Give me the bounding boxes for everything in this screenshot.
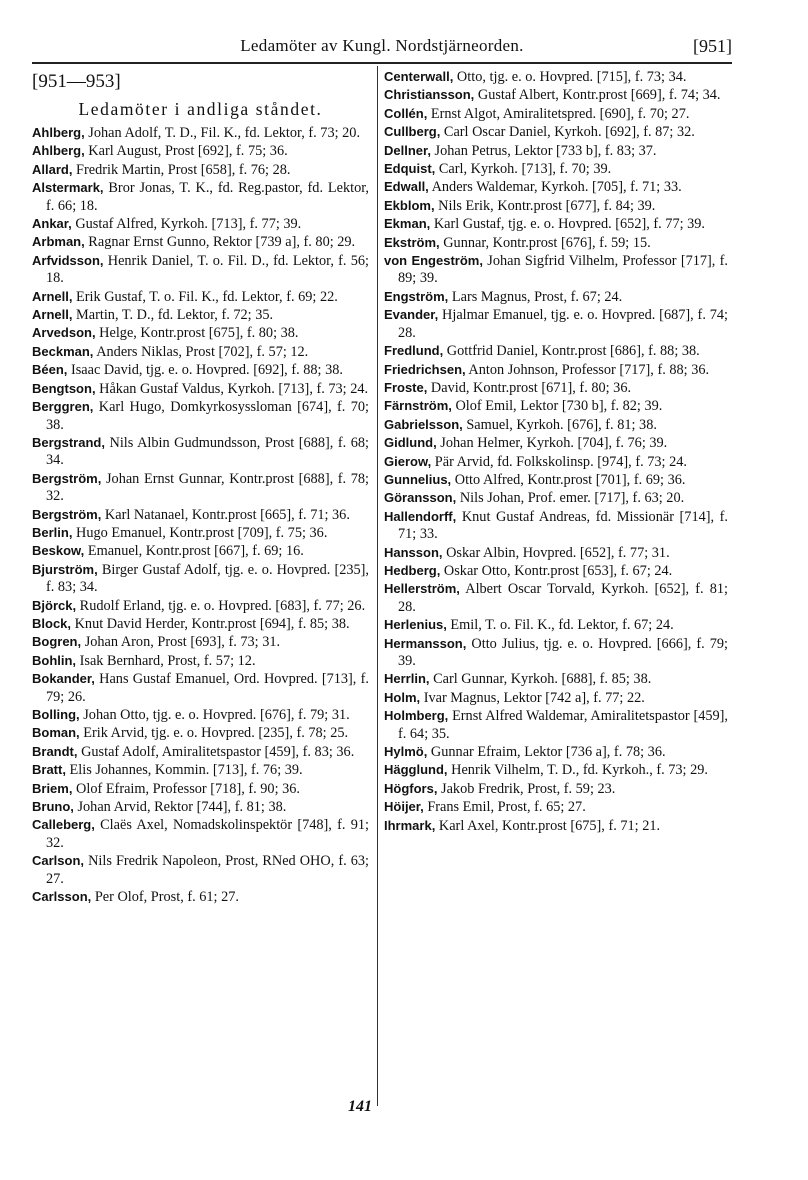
member-entry xyxy=(32,561,369,597)
page-number: 141 xyxy=(348,1098,372,1115)
member-surname: Calleberg, xyxy=(32,817,95,833)
member-entry xyxy=(32,161,369,179)
member-details: Karl August, Prost [692], f. 75; 36. xyxy=(84,143,288,160)
member-details: Ernst Algot, Amiralitetspred. [690], f. 70; 27. xyxy=(427,105,690,122)
member-entry xyxy=(384,780,728,798)
member-entry xyxy=(32,398,369,434)
member-surname: Dellner, xyxy=(384,142,431,158)
member-details: Ragnar Ernst Gunno, Rektor [739 a], f. 80; 29. xyxy=(84,234,356,251)
member-entry xyxy=(384,306,728,342)
member-entry xyxy=(32,470,369,506)
member-details: Carl Oscar Daniel, Kyrkoh. [692], f. 87; 32. xyxy=(440,124,695,141)
member-entry xyxy=(32,652,369,670)
member-surname: Gidlund, xyxy=(384,435,437,451)
member-details: Isak Bernhard, Prost, f. 57; 12. xyxy=(76,652,256,669)
member-details: Olof Emil, Lektor [730 b], f. 82; 39. xyxy=(451,398,663,415)
member-details: Hjalmar Emanuel, tjg. e. o. Hovpred. [687], f. 74; 28. xyxy=(398,307,728,341)
member-entry xyxy=(32,633,369,651)
member-surname: Bohlin, xyxy=(32,652,77,668)
member-surname: Herrlin, xyxy=(384,671,430,687)
member-surname: Arnell, xyxy=(32,288,73,304)
member-surname: Björck, xyxy=(32,597,77,613)
member-details: Johan Petrus, Lektor [733 b], f. 83; 37. xyxy=(430,142,657,159)
member-entry xyxy=(384,616,728,634)
member-surname: Färnström, xyxy=(384,398,452,414)
member-details: Håkan Gustaf Valdus, Kyrkoh. [713], f. 73; 24. xyxy=(95,380,369,397)
header-page-ref: [951] xyxy=(693,36,732,56)
member-details: Rudolf Erland, tjg. e. o. Hovpred. [683], f. 77; 26. xyxy=(76,597,366,614)
member-surname: Hellerström, xyxy=(384,581,460,597)
header-title: Ledamöter av Kungl. Nordstjärneorden. xyxy=(240,36,524,55)
member-details: Erik Gustaf, T. o. Fil. K., fd. Lektor, f. 69; 22. xyxy=(72,288,338,305)
member-entry xyxy=(384,160,728,178)
member-surname: Gabrielsson, xyxy=(384,416,463,432)
member-surname: Edwall, xyxy=(384,179,429,195)
member-surname: Hedberg, xyxy=(384,562,441,578)
member-details: Knut Gustaf Andreas, fd. Missionär [714], f. 71; 33. xyxy=(398,508,728,543)
member-details: Gottfrid Daniel, Kontr.prost [686], f. 88; 38. xyxy=(443,343,700,360)
member-surname: Fredlund, xyxy=(384,343,444,359)
member-details: Jakob Fredrik, Prost, f. 59; 23. xyxy=(437,780,616,797)
left-column xyxy=(32,68,369,906)
member-entry xyxy=(32,380,369,398)
member-entry xyxy=(32,288,369,306)
member-entry xyxy=(32,524,369,542)
running-header xyxy=(32,36,732,60)
member-surname: Ekblom, xyxy=(384,197,435,213)
member-details: Anton Johnson, Professor [717], f. 88; 36. xyxy=(465,361,710,378)
member-surname: Arbman, xyxy=(32,234,85,250)
member-details: Johan Helmer, Kyrkoh. [704], f. 76; 39. xyxy=(436,435,668,452)
member-details: David, Kontr.prost [671], f. 80; 36. xyxy=(427,379,632,396)
member-details: Nils Johan, Prof. emer. [717], f. 63; 20. xyxy=(456,490,685,507)
member-details: Anders Waldemar, Kyrkoh. [705], f. 71; 33. xyxy=(428,179,682,196)
member-surname: Hermansson, xyxy=(384,635,467,651)
member-entry xyxy=(384,817,728,835)
member-surname: Hallendorff, xyxy=(384,508,457,524)
member-details: Johan Sigfrid Vilhelm, Professor [717], f. 89; 39. xyxy=(398,253,728,287)
member-details: Johan Arvid, Rektor [744], f. 81; 38. xyxy=(73,799,287,816)
member-details: Gunnar Efraim, Lektor [736 a], f. 78; 36. xyxy=(427,744,666,761)
member-details: Ernst Alfred Waldemar, Amiralitetspastor [459], f. 64; 35. xyxy=(398,708,728,742)
member-surname: Carlsson, xyxy=(32,889,92,905)
member-surname: Hansson, xyxy=(384,544,443,560)
member-entry xyxy=(32,506,369,524)
member-surname: Ekström, xyxy=(384,234,440,250)
member-entry xyxy=(384,252,728,288)
member-surname: Bokander, xyxy=(32,671,95,687)
member-details: Karl Axel, Kontr.prost [675], f. 71; 21. xyxy=(435,817,661,834)
member-surname: Briem, xyxy=(32,780,73,796)
member-surname: Ihrmark, xyxy=(384,817,436,833)
member-details: Pär Arvid, fd. Folkskolinsp. [974], f. 73; 24. xyxy=(431,453,687,470)
member-entry xyxy=(384,86,728,104)
member-details: Gustaf Albert, Kontr.prost [669], f. 74; 34. xyxy=(474,87,721,104)
member-entry xyxy=(32,888,369,906)
member-details: Otto, tjg. e. o. Hovpred. [715], f. 73; 34. xyxy=(453,69,687,85)
member-details: Birger Gustaf Adolf, tjg. e. o. Hovpred. [235], f. 83; 34. xyxy=(46,561,369,596)
member-entry xyxy=(32,343,369,361)
member-surname: Boman, xyxy=(32,725,80,741)
member-surname: Arfvidsson, xyxy=(32,252,104,268)
right-column xyxy=(384,68,728,835)
member-surname: Bergström, xyxy=(32,470,102,486)
member-entry xyxy=(384,178,728,196)
member-details: Olof Efraim, Professor [718], f. 90; 36. xyxy=(72,780,300,797)
member-entry xyxy=(384,123,728,141)
member-details: Otto Julius, tjg. e. o. Hovpred. [666], f. 79; 39. xyxy=(398,635,728,669)
member-details: Hans Gustaf Emanuel, Ord. Hovpred. [713], f. 79; 26. xyxy=(46,671,369,705)
member-entry xyxy=(32,761,369,779)
member-entry xyxy=(384,397,728,415)
member-details: Johan Otto, tjg. e. o. Hovpred. [676], f. 79; 31. xyxy=(79,707,350,723)
member-surname: von Engeström, xyxy=(384,253,483,269)
member-details: Carl, Kyrkoh. [713], f. 70; 39. xyxy=(435,161,612,178)
member-surname: Bruno, xyxy=(32,799,74,815)
member-surname: Edquist, xyxy=(384,161,436,177)
member-details: Karl Gustaf, tjg. e. o. Hovpred. [652], f. 77; 39. xyxy=(430,216,706,233)
member-entry xyxy=(384,215,728,233)
member-entry xyxy=(384,635,728,671)
member-entry xyxy=(384,453,728,471)
member-surname: Hägglund, xyxy=(384,762,448,778)
member-entry xyxy=(32,434,369,470)
member-entry xyxy=(32,852,369,888)
member-details: Isaac David, tjg. e. o. Hovpred. [692], f. 88; 38. xyxy=(67,362,343,379)
member-details: Oskar Albin, Hovpred. [652], f. 77; 31. xyxy=(442,544,670,561)
member-details: Gunnar, Kontr.prost [676], f. 59; 15. xyxy=(439,234,651,251)
member-surname: Cullberg, xyxy=(384,124,441,140)
header-rule xyxy=(32,62,732,64)
member-surname: Arvedson, xyxy=(32,325,96,341)
member-surname: Ankar, xyxy=(32,216,72,232)
member-details: Johan Adolf, T. D., Fil. K., fd. Lektor, f. 73; 20. xyxy=(84,125,361,141)
member-details: Johan Ernst Gunnar, Kontr.prost [688], f. 78; 32. xyxy=(46,470,369,505)
member-surname: Béen, xyxy=(32,362,68,378)
member-details: Knut David Herder, Kontr.prost [694], f. 85; 38. xyxy=(71,615,350,632)
member-entry xyxy=(384,562,728,580)
member-entry xyxy=(384,743,728,761)
member-details: Nils Erik, Kontr.prost [677], f. 84; 39. xyxy=(434,197,656,214)
member-surname: Ekman, xyxy=(384,216,431,232)
member-entry xyxy=(384,342,728,360)
member-entry xyxy=(384,434,728,452)
column-divider xyxy=(377,66,378,1106)
member-entry xyxy=(384,761,728,779)
member-details: Samuel, Kyrkoh. [676], f. 81; 38. xyxy=(462,416,657,433)
member-entry xyxy=(384,416,728,434)
member-surname: Bogren, xyxy=(32,634,82,650)
member-surname: Allard, xyxy=(32,161,73,177)
member-entry xyxy=(384,670,728,688)
member-details: Helge, Kontr.prost [675], f. 80; 38. xyxy=(95,325,299,342)
member-surname: Holmberg, xyxy=(384,708,449,724)
member-details: Albert Oscar Torvald, Kyrkoh. [652], f. 81; 28. xyxy=(398,581,728,615)
member-entry xyxy=(384,707,728,743)
member-entry xyxy=(384,544,728,562)
member-details: Frans Emil, Prost, f. 65; 27. xyxy=(423,799,586,816)
member-entry xyxy=(32,816,369,852)
member-surname: Herlenius, xyxy=(384,617,447,633)
member-surname: Beckman, xyxy=(32,343,94,359)
member-details: Henrik Daniel, T. o. Fil. D., fd. Lektor, f. 56; 18. xyxy=(46,252,369,287)
member-details: Emil, T. o. Fil. K., fd. Lektor, f. 67; 24. xyxy=(446,617,674,634)
member-surname: Friedrichsen, xyxy=(384,361,466,377)
member-surname: Berlin, xyxy=(32,524,73,540)
member-entry xyxy=(32,597,369,615)
member-details: Otto Alfred, Kontr.prost [701], f. 69; 36. xyxy=(451,471,686,488)
member-entry xyxy=(384,508,728,544)
member-entry xyxy=(32,780,369,798)
member-surname: Beskow, xyxy=(32,543,85,559)
member-surname: Holm, xyxy=(384,689,421,705)
member-entry xyxy=(32,615,369,633)
member-entry xyxy=(384,580,728,616)
member-details: Carl Gunnar, Kyrkoh. [688], f. 85; 38. xyxy=(429,671,652,688)
member-entry xyxy=(32,542,369,560)
section-title: Ledamöter i andliga ståndet. xyxy=(78,99,323,119)
member-details: Gustaf Adolf, Amiralitetspastor [459], f. 83; 36. xyxy=(77,743,355,760)
member-details: Nils Albin Gudmundsson, Prost [688], f. 68; 34. xyxy=(46,434,369,469)
member-surname: Ahlberg, xyxy=(32,143,85,159)
member-entry xyxy=(32,743,369,761)
member-surname: Bengtson, xyxy=(32,380,96,396)
member-details: Elis Johannes, Kommin. [713], f. 76; 39. xyxy=(65,762,303,779)
member-surname: Collén, xyxy=(384,105,428,121)
member-details: Ivar Magnus, Lektor [742 a], f. 77; 22. xyxy=(420,689,645,706)
member-surname: Bjurström, xyxy=(32,561,98,577)
member-entry xyxy=(32,724,369,742)
member-details: Anders Niklas, Prost [702], f. 57; 12. xyxy=(93,343,309,360)
member-details: Johan Aron, Prost [693], f. 73; 31. xyxy=(81,634,281,651)
member-surname: Brandt, xyxy=(32,743,78,759)
member-details: Gustaf Alfred, Kyrkoh. [713], f. 77; 39. xyxy=(71,216,302,233)
member-details: Emanuel, Kontr.prost [667], f. 69; 16. xyxy=(84,543,304,560)
member-details: Martin, T. D., fd. Lektor, f. 72; 35. xyxy=(72,307,274,324)
member-surname: Carlson, xyxy=(32,853,85,869)
member-entry xyxy=(32,670,369,706)
member-entry xyxy=(32,179,369,215)
member-details: Lars Magnus, Prost, f. 67; 24. xyxy=(448,288,623,305)
member-details: Oskar Otto, Kontr.prost [653], f. 67; 24. xyxy=(440,562,673,579)
left-entry-list xyxy=(32,124,369,906)
member-entry xyxy=(32,798,369,816)
member-entry xyxy=(384,234,728,252)
member-details: Karl Natanael, Kontr.prost [665], f. 71; 36. xyxy=(101,506,350,523)
member-entry xyxy=(384,489,728,507)
member-entry xyxy=(32,142,369,160)
member-surname: Block, xyxy=(32,615,72,631)
member-entry xyxy=(32,233,369,251)
member-surname: Göransson, xyxy=(384,490,457,506)
member-entry xyxy=(32,215,369,233)
member-details: Henrik Vilhelm, T. D., fd. Kyrkoh., f. 73; 29. xyxy=(447,762,708,779)
member-details: Erik Arvid, tjg. e. o. Hovpred. [235], f. 78; 25. xyxy=(79,725,349,742)
member-details: Nils Fredrik Napoleon, Prost, RNed OHO, f. 63; 27. xyxy=(46,853,369,887)
member-details: Hugo Emanuel, Kontr.prost [709], f. 75; 36. xyxy=(72,524,328,541)
member-details: Karl Hugo, Domkyrkosyssloman [674], f. 70; 38. xyxy=(46,399,369,433)
right-entry-list xyxy=(384,68,728,835)
member-surname: Gierow, xyxy=(384,453,432,469)
member-entry xyxy=(32,124,369,142)
member-entry xyxy=(384,471,728,489)
member-surname: Bolling, xyxy=(32,707,80,722)
member-details: Claës Axel, Nomadskolinspektör [748], f. 91; 32. xyxy=(46,817,369,851)
member-entry xyxy=(384,361,728,379)
member-entry xyxy=(384,689,728,707)
member-entry xyxy=(384,105,728,123)
member-surname: Berggren, xyxy=(32,399,94,415)
member-surname: Höijer, xyxy=(384,799,424,815)
member-surname: Gunnelius, xyxy=(384,471,452,487)
member-surname: Froste, xyxy=(384,379,428,395)
member-entry xyxy=(32,361,369,379)
member-entry xyxy=(32,306,369,324)
member-entry xyxy=(384,379,728,397)
member-surname: Centerwall, xyxy=(384,69,454,84)
member-entry xyxy=(384,68,728,86)
member-surname: Alstermark, xyxy=(32,180,104,196)
member-details: Per Olof, Prost, f. 61; 27. xyxy=(91,889,239,906)
member-surname: Bergström, xyxy=(32,506,102,522)
member-surname: Bratt, xyxy=(32,762,66,778)
member-surname: Engström, xyxy=(384,288,449,304)
member-entry xyxy=(32,252,369,288)
member-surname: Evander, xyxy=(384,307,439,323)
section-code: [951—953] xyxy=(32,71,121,92)
member-entry xyxy=(32,706,369,724)
member-surname: Bergstrand, xyxy=(32,434,105,450)
member-surname: Ahlberg, xyxy=(32,125,85,140)
member-entry xyxy=(384,142,728,160)
member-entry xyxy=(32,324,369,342)
member-entry xyxy=(384,798,728,816)
member-surname: Arnell, xyxy=(32,307,73,323)
member-details: Fredrik Martin, Prost [658], f. 76; 28. xyxy=(72,161,291,178)
member-details: Bror Jonas, T. K., fd. Reg.pastor, fd. Lektor, f. 66; 18. xyxy=(46,180,369,214)
member-surname: Hylmö, xyxy=(384,744,428,760)
member-entry xyxy=(384,288,728,306)
member-surname: Christiansson, xyxy=(384,87,475,103)
member-entry xyxy=(384,197,728,215)
member-surname: Högfors, xyxy=(384,780,438,796)
